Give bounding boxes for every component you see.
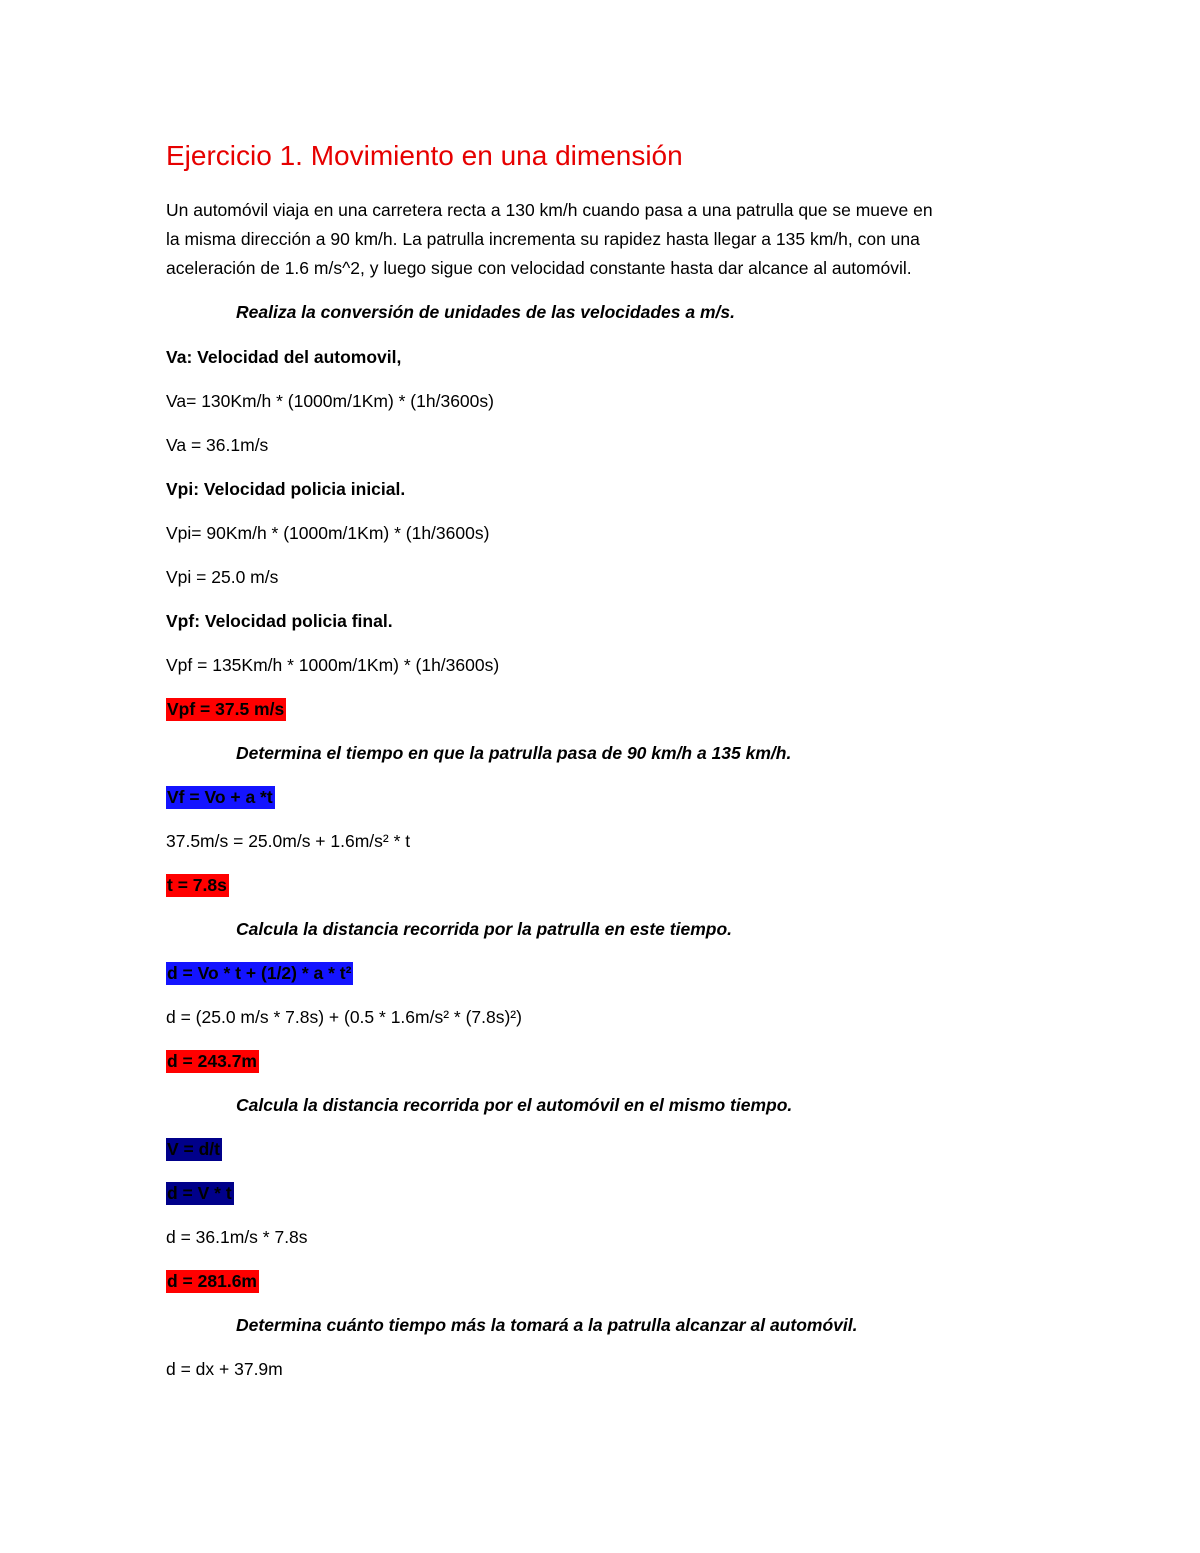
d-patrol-result-highlight: d = 243.7m	[167, 1051, 257, 1071]
vpf-heading: Vpf: Velocidad policia final.	[166, 611, 393, 631]
vpf-formula: Vpf = 135Km/h * 1000m/1Km) * (1h/3600s)	[166, 655, 500, 675]
formula-d2-line	[166, 1181, 234, 1205]
problem-statement	[166, 196, 1066, 283]
vf-substitution: 37.5m/s = 25.0m/s + 1.6m/s² * t	[166, 831, 411, 851]
formula-vf-line	[166, 785, 275, 809]
exercise-title: Ejercicio 1. Movimiento en una dimensión	[166, 140, 683, 171]
t-result-highlight: t = 7.8s	[167, 875, 227, 895]
d-car-result-line	[166, 1269, 259, 1293]
d-car-result-highlight: d = 281.6m	[167, 1271, 257, 1291]
formula-v-highlight: V = d/t	[167, 1139, 220, 1159]
formula-d-highlight: d = Vo * t + (1/2) * a * t²	[167, 963, 352, 983]
intro-line: la misma dirección a 90 km/h. La patrulla incrementa su rapidez hasta llegar a 135 km/h, con una	[166, 229, 920, 249]
va-formula: Va= 130Km/h * (1000m/1Km) * (1h/3600s)	[166, 391, 494, 411]
d-substitution: d = (25.0 m/s * 7.8s) + (0.5 * 1.6m/s² * (7.8s)²)	[166, 1007, 522, 1027]
vpi-result: Vpi = 25.0 m/s	[166, 567, 279, 587]
task-conversion: Realiza la conversión de unidades de las velocidades a m/s.	[236, 302, 735, 322]
task-car-distance: Calcula la distancia recorrida por el automóvil en el mismo tiempo.	[236, 1095, 793, 1115]
d-car-substitution: d = 36.1m/s * 7.8s	[166, 1227, 308, 1247]
formula-vf-highlight: Vf = Vo + a *t	[167, 787, 273, 807]
vpf-result-line	[166, 697, 286, 721]
vpi-formula: Vpi= 90Km/h * (1000m/1Km) * (1h/3600s)	[166, 523, 490, 543]
task-patrol-distance: Calcula la distancia recorrida por la patrulla en este tiempo.	[236, 919, 732, 939]
task-time: Determina el tiempo en que la patrulla pasa de 90 km/h a 135 km/h.	[236, 743, 792, 763]
task-catch-up: Determina cuánto tiempo más la tomará a la patrulla alcanzar al automóvil.	[236, 1315, 858, 1335]
va-result: Va = 36.1m/s	[166, 435, 269, 455]
intro-line: aceleración de 1.6 m/s^2, y luego sigue con velocidad constante hasta dar alcance al automóvil.	[166, 258, 912, 278]
vpf-result-highlight: Vpf = 37.5 m/s	[167, 699, 285, 719]
final-equation: d = dx + 37.9m	[166, 1359, 283, 1379]
t-result-line	[166, 873, 229, 897]
formula-d-line	[166, 961, 353, 985]
formula-d2-highlight: d = V * t	[167, 1183, 232, 1203]
va-heading: Va: Velocidad del automovil,	[166, 347, 402, 367]
formula-v-line	[166, 1137, 222, 1161]
vpi-heading: Vpi: Velocidad policia inicial.	[166, 479, 406, 499]
d-patrol-result-line	[166, 1049, 259, 1073]
intro-line: Un automóvil viaja en una carretera recta a 130 km/h cuando pasa a una patrulla que se mueve en	[166, 200, 933, 220]
